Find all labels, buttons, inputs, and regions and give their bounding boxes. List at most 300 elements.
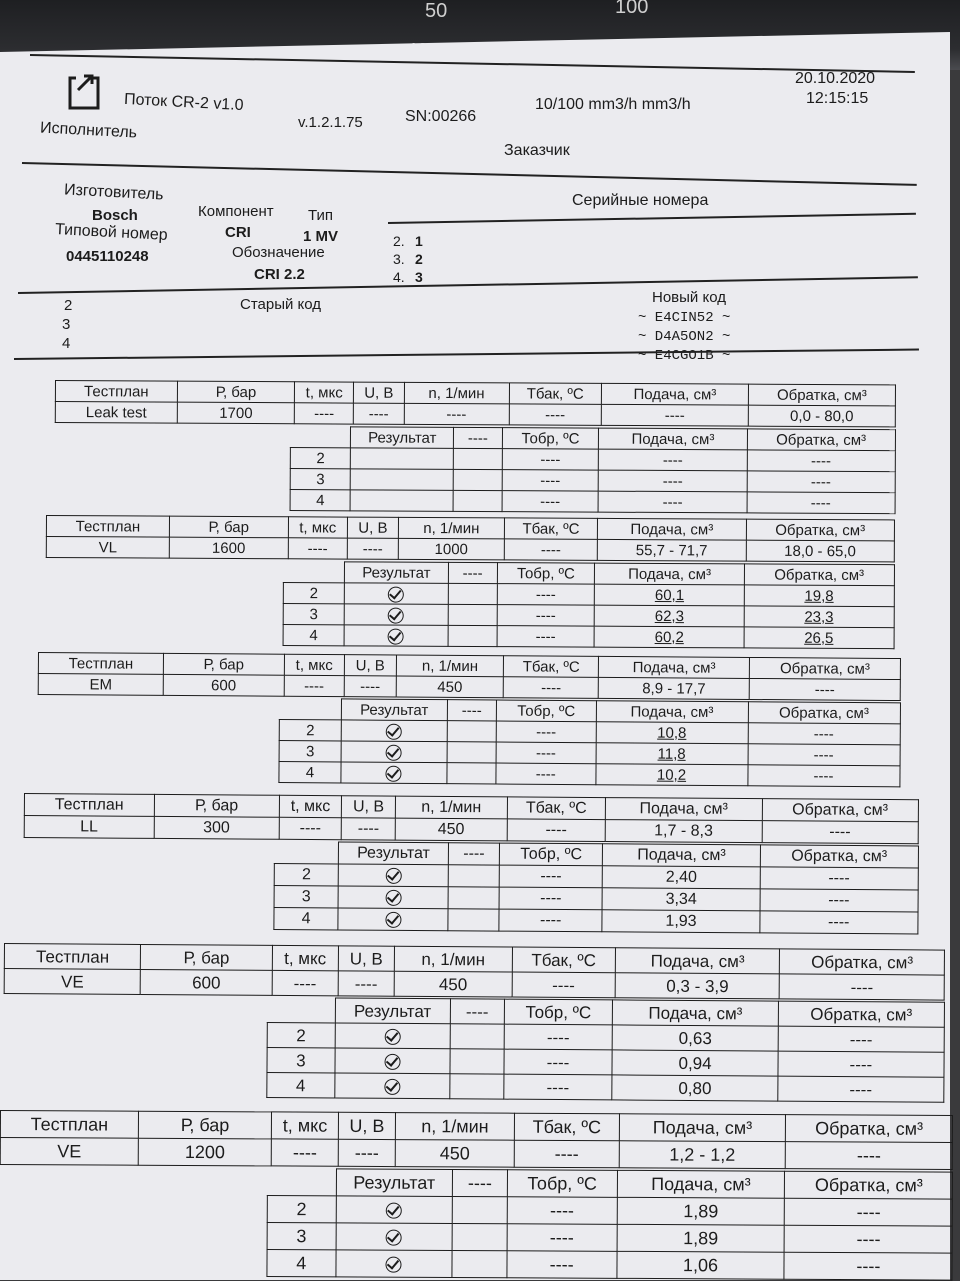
col-header-return-temp: Тобр, ºС <box>500 843 603 866</box>
test-result-table <box>290 426 896 514</box>
col-header-delivery: Подача, см³ <box>616 1170 784 1198</box>
check-circle-icon <box>385 912 401 928</box>
test-result-table <box>266 1168 953 1281</box>
col-header-pressure: Р, бар <box>154 794 279 817</box>
new-code: ~ D4A5ON2 ~ <box>638 329 731 345</box>
result-spacer <box>268 998 336 1023</box>
check-circle-icon <box>389 586 405 602</box>
delivery-value: 60,1 <box>595 584 745 606</box>
pressure-value: 300 <box>154 816 279 839</box>
new-code: ~ E4CIN52 ~ <box>638 310 731 326</box>
voltage-value: ---- <box>344 676 396 697</box>
col-header-rpm: n, 1/мин <box>395 1113 514 1141</box>
delivery-value: 2,40 <box>603 866 761 889</box>
col-header-tank-temp: Тбак, ºС <box>504 518 597 539</box>
result-dash: ---- <box>448 843 500 865</box>
col-header-testplan: Тестплан <box>46 516 169 538</box>
injector-index: 2 <box>290 448 351 469</box>
type-number-value: 0445110248 <box>66 248 149 265</box>
report-date: 20.10.2020 <box>795 70 876 87</box>
result-check-cell <box>341 741 447 763</box>
type-label: Тип <box>308 207 334 224</box>
blank-cell <box>450 1024 504 1049</box>
col-header-pressure: Р, бар <box>177 381 295 403</box>
result-check-cell <box>339 864 449 887</box>
col-header-tank-temp: Тбак, ºС <box>504 656 599 678</box>
return-value: ---- <box>760 911 918 934</box>
result-check-cell <box>335 1223 452 1251</box>
table-row <box>266 1250 952 1281</box>
report-time: 12:15:15 <box>806 90 869 107</box>
col-header-delivery: Подача, см³ <box>619 1114 786 1142</box>
delivery-range: 1,7 - 8,3 <box>605 820 762 843</box>
voltage-value: ---- <box>338 971 395 996</box>
blank-cell <box>452 1223 507 1250</box>
test-result-table <box>279 698 901 787</box>
tank-temp-value: ---- <box>504 539 597 560</box>
col-header-delivery: Подача, см³ <box>599 428 747 450</box>
col-header-result: Результат <box>351 427 454 449</box>
new-code-label: Новый код <box>652 289 726 306</box>
test-header-table <box>46 515 895 562</box>
test-header-table <box>0 1110 953 1170</box>
return-temp-value: ---- <box>506 1251 616 1279</box>
result-spacer <box>284 562 345 583</box>
blank-cell <box>449 583 498 604</box>
manufacturer-label: Изготовитель <box>63 181 164 204</box>
delivery-value: 11,8 <box>596 743 748 765</box>
return-temp-value: ---- <box>504 1049 612 1075</box>
return-value: ---- <box>760 867 918 890</box>
col-header-result: Результат <box>339 842 449 865</box>
delivery-value: 10,8 <box>596 722 748 744</box>
tank-temp-value: ---- <box>504 677 599 699</box>
col-header-delivery: Подача, см³ <box>605 798 762 821</box>
app-title: Поток CR-2 v1.0 <box>123 90 244 115</box>
col-header-pressure: Р, бар <box>138 1111 271 1139</box>
time-value: ---- <box>272 970 338 995</box>
return-temp-value: ---- <box>497 584 595 606</box>
col-header-return-temp: Тобр, ºС <box>497 700 596 722</box>
return-value: 23,3 <box>745 606 895 628</box>
test-header-table <box>4 943 945 1001</box>
col-header-tank-temp: Тбак, ºС <box>514 1113 619 1141</box>
delivery-value: 0,94 <box>612 1050 778 1076</box>
result-check-cell <box>335 1196 452 1224</box>
check-circle-icon <box>385 1029 401 1045</box>
check-circle-icon <box>384 1054 400 1070</box>
col-header-return-temp: Тобр, ºС <box>507 1170 617 1198</box>
col-header-return: Обратка, см³ <box>748 702 900 724</box>
injector-index: 3 <box>284 604 345 625</box>
return-range: 0,0 - 80,0 <box>748 405 895 427</box>
check-circle-icon <box>385 1229 401 1245</box>
row-index: 4 <box>62 335 71 352</box>
old-code-label: Старый код <box>240 296 322 313</box>
col-header-rpm: n, 1/мин <box>398 517 504 539</box>
col-header-tank-temp: Тбак, ºС <box>507 797 605 820</box>
col-header-return: Обратка, см³ <box>748 384 895 406</box>
serial-value: 2 <box>415 251 423 267</box>
col-header-rpm: n, 1/мин <box>394 946 512 972</box>
injector-index: 4 <box>267 1073 335 1098</box>
delivery-value: 1,06 <box>616 1251 784 1279</box>
check-circle-icon <box>384 1079 400 1095</box>
row-index: 2 <box>64 297 73 314</box>
delivery-range: 1,2 - 1,2 <box>619 1141 786 1169</box>
check-circle-icon <box>386 868 402 884</box>
check-circle-icon <box>388 628 404 644</box>
injector-index: 4 <box>279 762 341 783</box>
serial-numbers-label: Серийные номера <box>572 192 709 209</box>
delivery-value: 60,2 <box>595 626 745 648</box>
check-circle-icon <box>385 890 401 906</box>
col-header-return: Обратка, см³ <box>786 1115 953 1143</box>
return-temp-value: ---- <box>500 887 603 910</box>
result-check-cell <box>335 1023 450 1049</box>
return-range: ---- <box>786 1142 953 1170</box>
table-row <box>279 762 900 787</box>
result-check-cell <box>351 448 454 470</box>
return-value: 26,5 <box>744 627 894 649</box>
col-header-rpm: n, 1/мин <box>395 796 507 819</box>
document-export-icon <box>66 74 102 112</box>
tank-temp-value: ---- <box>512 972 616 998</box>
gauge-value: 100 <box>615 0 649 18</box>
serial-value: 3 <box>415 269 423 285</box>
return-range: ---- <box>762 821 919 844</box>
return-temp-value: ---- <box>497 626 595 648</box>
return-temp-value: ---- <box>497 742 596 764</box>
time-value: ---- <box>284 675 344 696</box>
blank-cell <box>454 490 502 511</box>
delivery-range: 8,9 - 17,7 <box>598 677 749 699</box>
col-header-voltage: U, В <box>347 517 398 538</box>
col-header-testplan: Тестплан <box>4 944 140 970</box>
return-range: ---- <box>749 678 900 700</box>
table-row <box>267 1223 953 1254</box>
col-header-delivery: Подача, см³ <box>596 701 748 723</box>
return-value: ---- <box>778 1026 944 1052</box>
performer-label: Исполнитель <box>39 119 138 142</box>
col-header-testplan: Тестплан <box>24 794 154 817</box>
delivery-value: 1,89 <box>616 1197 784 1225</box>
return-temp-value: ---- <box>500 865 603 888</box>
designation-label: Обозначение <box>232 244 325 261</box>
result-check-cell <box>339 908 449 931</box>
rpm-value: 450 <box>394 971 512 997</box>
col-header-pressure: Р, бар <box>169 516 288 538</box>
col-header-delivery: Подача, см³ <box>615 948 780 974</box>
injector-index: 2 <box>267 1196 336 1223</box>
testplan-name: VE <box>4 969 140 995</box>
rpm-value: 450 <box>395 1140 514 1168</box>
type-number-label: Типовой номер <box>54 221 169 244</box>
return-value: ---- <box>747 492 895 514</box>
table-row <box>290 490 895 514</box>
return-value: ---- <box>784 1225 952 1253</box>
result-check-cell <box>345 583 449 605</box>
col-header-tank-temp: Тбак, ºС <box>509 383 601 404</box>
blank-cell <box>448 625 497 646</box>
time-value: ---- <box>295 403 354 424</box>
result-check-cell <box>339 886 449 909</box>
col-header-voltage: U, В <box>338 1112 395 1139</box>
return-value: ---- <box>748 765 900 787</box>
col-header-voltage: U, В <box>344 655 396 676</box>
result-dash: ---- <box>452 1169 507 1196</box>
tank-temp-value: ---- <box>514 1140 619 1168</box>
result-spacer <box>267 1169 336 1196</box>
serial-index: 2. <box>393 233 405 249</box>
time-value: ---- <box>272 1139 339 1166</box>
result-check-cell <box>345 604 449 626</box>
rpm-value: ---- <box>404 403 509 425</box>
blank-cell <box>448 865 500 887</box>
tank-temp-value: ---- <box>509 404 601 425</box>
pressure-value: 1700 <box>177 402 295 424</box>
return-value: ---- <box>784 1252 952 1280</box>
time-value: ---- <box>279 817 342 839</box>
result-spacer <box>275 842 340 864</box>
table-row <box>283 625 894 649</box>
designation-value: CRI 2.2 <box>254 266 305 283</box>
app-version: v.1.2.1.75 <box>298 114 363 131</box>
blank-cell <box>454 469 502 490</box>
voltage-value: ---- <box>347 538 398 559</box>
col-header-return: Обратка, см³ <box>778 1001 944 1027</box>
result-spacer <box>280 699 342 720</box>
return-temp-value: ---- <box>504 1024 612 1050</box>
delivery-value: ---- <box>599 449 747 471</box>
col-header-time: t, мкс <box>284 654 344 675</box>
injector-index: 4 <box>283 625 344 646</box>
testplan-name: VL <box>46 537 169 559</box>
result-spacer <box>291 427 352 448</box>
col-header-return: Обратка, см³ <box>749 657 900 679</box>
manufacturer-value: Bosch <box>92 207 138 224</box>
voltage-value: ---- <box>353 403 403 424</box>
gauge-value: 50 <box>425 0 448 22</box>
injector-index: 3 <box>267 1048 335 1073</box>
return-temp-value: ---- <box>506 1224 616 1252</box>
table-row <box>274 908 918 934</box>
result-check-cell <box>341 762 447 784</box>
result-check-cell <box>335 1073 450 1099</box>
injector-index: 2 <box>284 583 345 604</box>
row-index: 3 <box>62 316 71 333</box>
injector-index: 2 <box>267 1023 335 1048</box>
return-temp-value: ---- <box>502 449 599 471</box>
table-row <box>267 1073 944 1103</box>
col-header-delivery: Подача, см³ <box>598 518 746 540</box>
return-temp-value: ---- <box>502 470 599 492</box>
return-value: ---- <box>760 889 918 912</box>
col-header-voltage: U, В <box>342 796 396 818</box>
test-header-table <box>38 652 901 701</box>
result-check-cell <box>335 1250 452 1278</box>
test-result-table <box>283 561 895 649</box>
blank-cell <box>450 1074 504 1099</box>
col-header-pressure: Р, бар <box>163 653 284 675</box>
col-header-delivery: Подача, см³ <box>603 844 761 867</box>
component-value: CRI <box>225 224 251 241</box>
result-check-cell <box>345 625 449 647</box>
units-label: 10/100 mm3/h mm3/h <box>535 96 691 113</box>
injector-index: 4 <box>290 490 351 511</box>
blank-cell <box>450 1049 504 1074</box>
result-dash: ---- <box>449 562 498 583</box>
new-code: ~ E4CGO1B ~ <box>638 348 731 364</box>
delivery-value: ---- <box>599 470 747 492</box>
serial-number: SN:00266 <box>405 108 477 125</box>
col-header-testplan: Тестплан <box>0 1111 138 1139</box>
testplan-name: Leak test <box>55 402 177 424</box>
col-header-result: Результат <box>342 699 448 721</box>
blank-cell <box>452 1196 507 1223</box>
tank-temp-value: ---- <box>507 819 605 842</box>
delivery-value: 1,93 <box>602 910 760 933</box>
return-temp-value: ---- <box>499 909 602 932</box>
result-dash: ---- <box>454 427 502 448</box>
delivery-range: 55,7 - 71,7 <box>597 539 745 561</box>
customer-label: Заказчик <box>504 142 570 159</box>
col-header-rpm: n, 1/мин <box>396 655 504 677</box>
serial-index: 4. <box>393 269 405 285</box>
col-header-testplan: Тестплан <box>38 653 163 675</box>
check-circle-icon <box>386 765 402 781</box>
check-circle-icon <box>386 1202 402 1218</box>
rpm-value: 450 <box>396 676 504 698</box>
col-header-voltage: U, В <box>338 946 395 971</box>
return-temp-value: ---- <box>496 763 595 785</box>
delivery-value: ---- <box>599 491 747 513</box>
pressure-value: 1600 <box>169 537 288 559</box>
col-header-return: Обратка, см³ <box>784 1171 952 1199</box>
col-header-result: Результат <box>335 1169 452 1197</box>
result-dash: ---- <box>447 700 497 721</box>
injector-index: 4 <box>274 908 339 930</box>
col-header-time: t, мкс <box>279 795 342 817</box>
serial-value: 1 <box>415 233 423 249</box>
return-value: ---- <box>747 471 895 493</box>
col-header-return: Обратка, см³ <box>746 519 894 541</box>
blank-cell <box>447 763 497 784</box>
injector-index: 3 <box>274 886 339 908</box>
blank-cell <box>448 604 497 625</box>
type-value: 1 MV <box>303 228 339 245</box>
col-header-return: Обратка, см³ <box>745 564 895 586</box>
return-range: 18,0 - 65,0 <box>746 540 894 562</box>
return-value: ---- <box>784 1198 952 1226</box>
testplan-name: LL <box>24 816 154 839</box>
col-header-return: Обратка, см³ <box>762 799 919 822</box>
component-label: Компонент <box>198 203 274 220</box>
col-header-result: Результат <box>345 562 449 584</box>
test-header-table <box>55 380 896 427</box>
injector-index: 3 <box>267 1223 336 1250</box>
check-circle-icon <box>389 607 405 623</box>
col-header-delivery: Подача, см³ <box>599 656 750 678</box>
col-header-time: t, мкс <box>295 382 354 403</box>
blank-cell <box>454 448 502 469</box>
col-header-voltage: U, В <box>354 382 404 403</box>
blank-cell <box>447 742 497 763</box>
blank-cell <box>448 909 500 931</box>
injector-index: 3 <box>279 741 341 762</box>
return-value: ---- <box>778 1051 944 1077</box>
testplan-name: EM <box>38 674 163 696</box>
col-header-delivery: Подача, см³ <box>613 1000 779 1026</box>
check-circle-icon <box>386 744 402 760</box>
col-header-delivery: Подача, см³ <box>595 563 745 585</box>
blank-cell <box>448 887 500 909</box>
col-header-tank-temp: Тбак, ºС <box>512 947 616 973</box>
delivery-value: 1,89 <box>616 1224 784 1252</box>
delivery-value: 62,3 <box>595 605 745 627</box>
return-value: ---- <box>748 744 900 766</box>
test-result-table <box>274 841 919 934</box>
col-header-time: t, мкс <box>272 945 338 970</box>
col-header-return-temp: Тобр, ºС <box>504 999 612 1025</box>
col-header-result: Результат <box>335 998 450 1024</box>
col-header-rpm: n, 1/мин <box>404 382 509 404</box>
result-check-cell <box>351 490 454 512</box>
injector-index: 4 <box>266 1250 335 1277</box>
rpm-value: 1000 <box>398 538 504 560</box>
col-header-return-temp: Тобр, ºС <box>502 428 599 450</box>
col-header-return: Обратка, см³ <box>761 845 919 868</box>
table-row <box>267 1196 953 1227</box>
return-range: ---- <box>780 974 945 1000</box>
test-header-table <box>24 793 919 844</box>
return-temp-value: ---- <box>504 1074 612 1100</box>
col-header-return: Обратка, см³ <box>747 429 895 451</box>
testplan-name: VE <box>0 1138 138 1166</box>
col-header-time: t, мкс <box>272 1112 339 1139</box>
delivery-value: 0,80 <box>612 1075 778 1101</box>
injector-index: 2 <box>280 720 342 741</box>
delivery-value: 0,63 <box>612 1025 778 1051</box>
col-header-return: Обратка, см³ <box>780 949 945 975</box>
col-header-return-temp: Тобр, ºС <box>497 563 595 585</box>
test-result-table <box>266 997 944 1103</box>
check-circle-icon <box>385 1256 401 1272</box>
rpm-value: 450 <box>395 818 507 841</box>
voltage-value: ---- <box>342 818 396 840</box>
pressure-value: 1200 <box>138 1138 271 1166</box>
result-dash: ---- <box>450 999 504 1024</box>
return-value: ---- <box>748 723 900 745</box>
result-check-cell <box>351 469 454 491</box>
return-temp-value: ---- <box>502 491 599 513</box>
return-temp-value: ---- <box>497 721 596 743</box>
delivery-value: 10,2 <box>596 764 748 786</box>
return-value: ---- <box>747 450 895 472</box>
blank-cell <box>452 1250 507 1277</box>
delivery-range: 0,3 - 3,9 <box>615 973 780 999</box>
delivery-range: ---- <box>601 404 748 426</box>
blank-cell <box>447 721 497 742</box>
check-circle-icon <box>386 723 402 739</box>
result-check-cell <box>335 1048 450 1074</box>
return-temp-value: ---- <box>497 605 595 627</box>
delivery-value: 3,34 <box>603 888 761 911</box>
return-value: ---- <box>778 1076 944 1102</box>
pressure-value: 600 <box>163 674 284 696</box>
pressure-value: 600 <box>140 969 272 995</box>
return-temp-value: ---- <box>507 1197 617 1225</box>
